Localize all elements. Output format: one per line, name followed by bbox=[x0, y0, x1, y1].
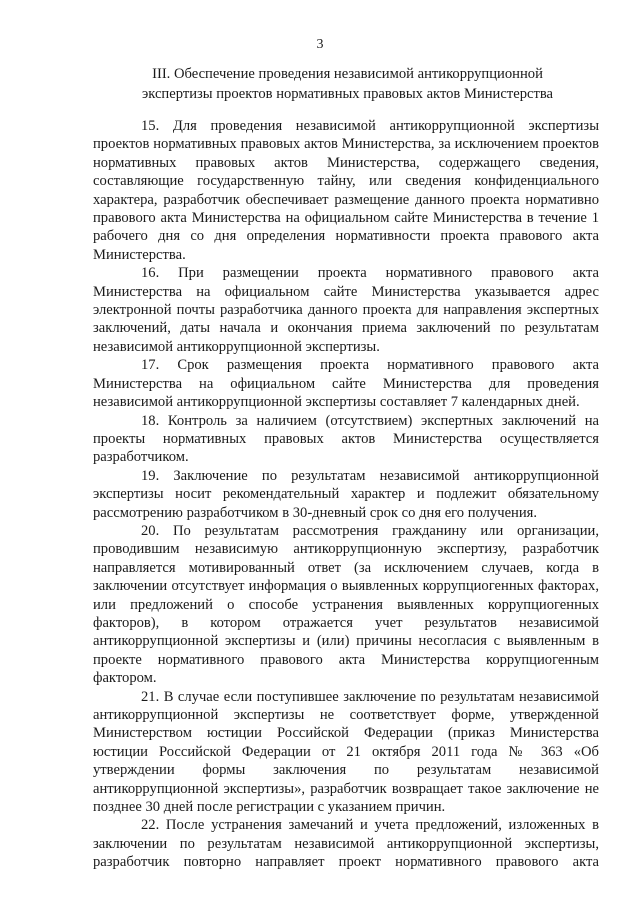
paragraph-16: 16. При размещении проекта нормативного правового акта Министерства на официальном сайте Министерства указывается адрес электронной почты разработчика данного проекта для направления экспертных заключений, даты начала и окончания приема заключений по результатам независимой антикоррупционной экспертизы. bbox=[93, 265, 599, 355]
paragraph-22: 22. После устранения замечаний и учета предложений, изложенных в заключении по результатам независимой антикоррупционной экспертизы, разработчик повторно направляет проект нормативного правового акта bbox=[93, 817, 599, 871]
paragraph-20: 20. По результатам рассмотрения гражданину или организации, проводившим независимую антикоррупционную экспертизу, разработчик направляется мотивированный ответ (за исключением случаев, когда в заключении отсутствует информация о выявленных коррупциогенных факторах, или предложений о способе устранения выявленных коррупциогенных факторов), в котором отражается учет результатов независимой антикоррупционной экспертизы и (или) причины несогласия с выявленным в проекте нормативного правового акта Министерства коррупциогенным фактором. bbox=[93, 522, 599, 687]
paragraph-21: 21. В случае если поступившее заключение по результатам независимой антикоррупционной экспертизы не соответствует форме, утвержденной Министерством юстиции Российской Федерации (приказ Министерства юстиции Российской Федерации от 21 октября 2011 года № 363 «Об утверждении формы заключения по результатам независимой антикоррупционной экспертизы», разработчик возвращает такое заключение не позднее 30 дней после регистрации с указанием причин. bbox=[93, 688, 599, 816]
section-title-line: III. Обеспечение проведения независимой антикоррупционной bbox=[152, 66, 543, 82]
section-title-line: экспертизы проектов нормативных правовых актов Министерства bbox=[141, 86, 554, 102]
page-number: 3 bbox=[316, 37, 324, 52]
paragraph-19: 19. Заключение по результатам независимой антикоррупционной экспертизы носит рекомендательный характер и подлежит обязательному рассмотрению разработчиком в 30-дневный срок со дня его получения. bbox=[93, 467, 599, 521]
paragraph-18: 18. Контроль за наличием (отсутствием) экспертных заключений на проекты нормативных правовых актов Министерства осуществляется разработчиком. bbox=[93, 412, 599, 466]
paragraph-15: 15. Для проведения независимой антикоррупционной экспертизы проектов нормативных правовых актов Министерства, за исключением проектов нормативных правовых актов Министерства, содержащего сведения, составляющие государственную тайну, или сведения конфиденциального характера, разработчик обеспечивает размещение данного проекта нормативно правового акта Министерства на официальном сайте Министерства в течение 1 рабочего дня со дня определения нормативности проекта правового акта Министерства. bbox=[93, 118, 599, 263]
section-title bbox=[95, 64, 600, 104]
paragraph-17: 17. Срок размещения проекта нормативного правового акта Министерства на официальном сайте Министерства для проведения независимой антикоррупционной экспертизы составляет 7 календарных дней. bbox=[93, 357, 599, 411]
document-body bbox=[93, 117, 599, 872]
